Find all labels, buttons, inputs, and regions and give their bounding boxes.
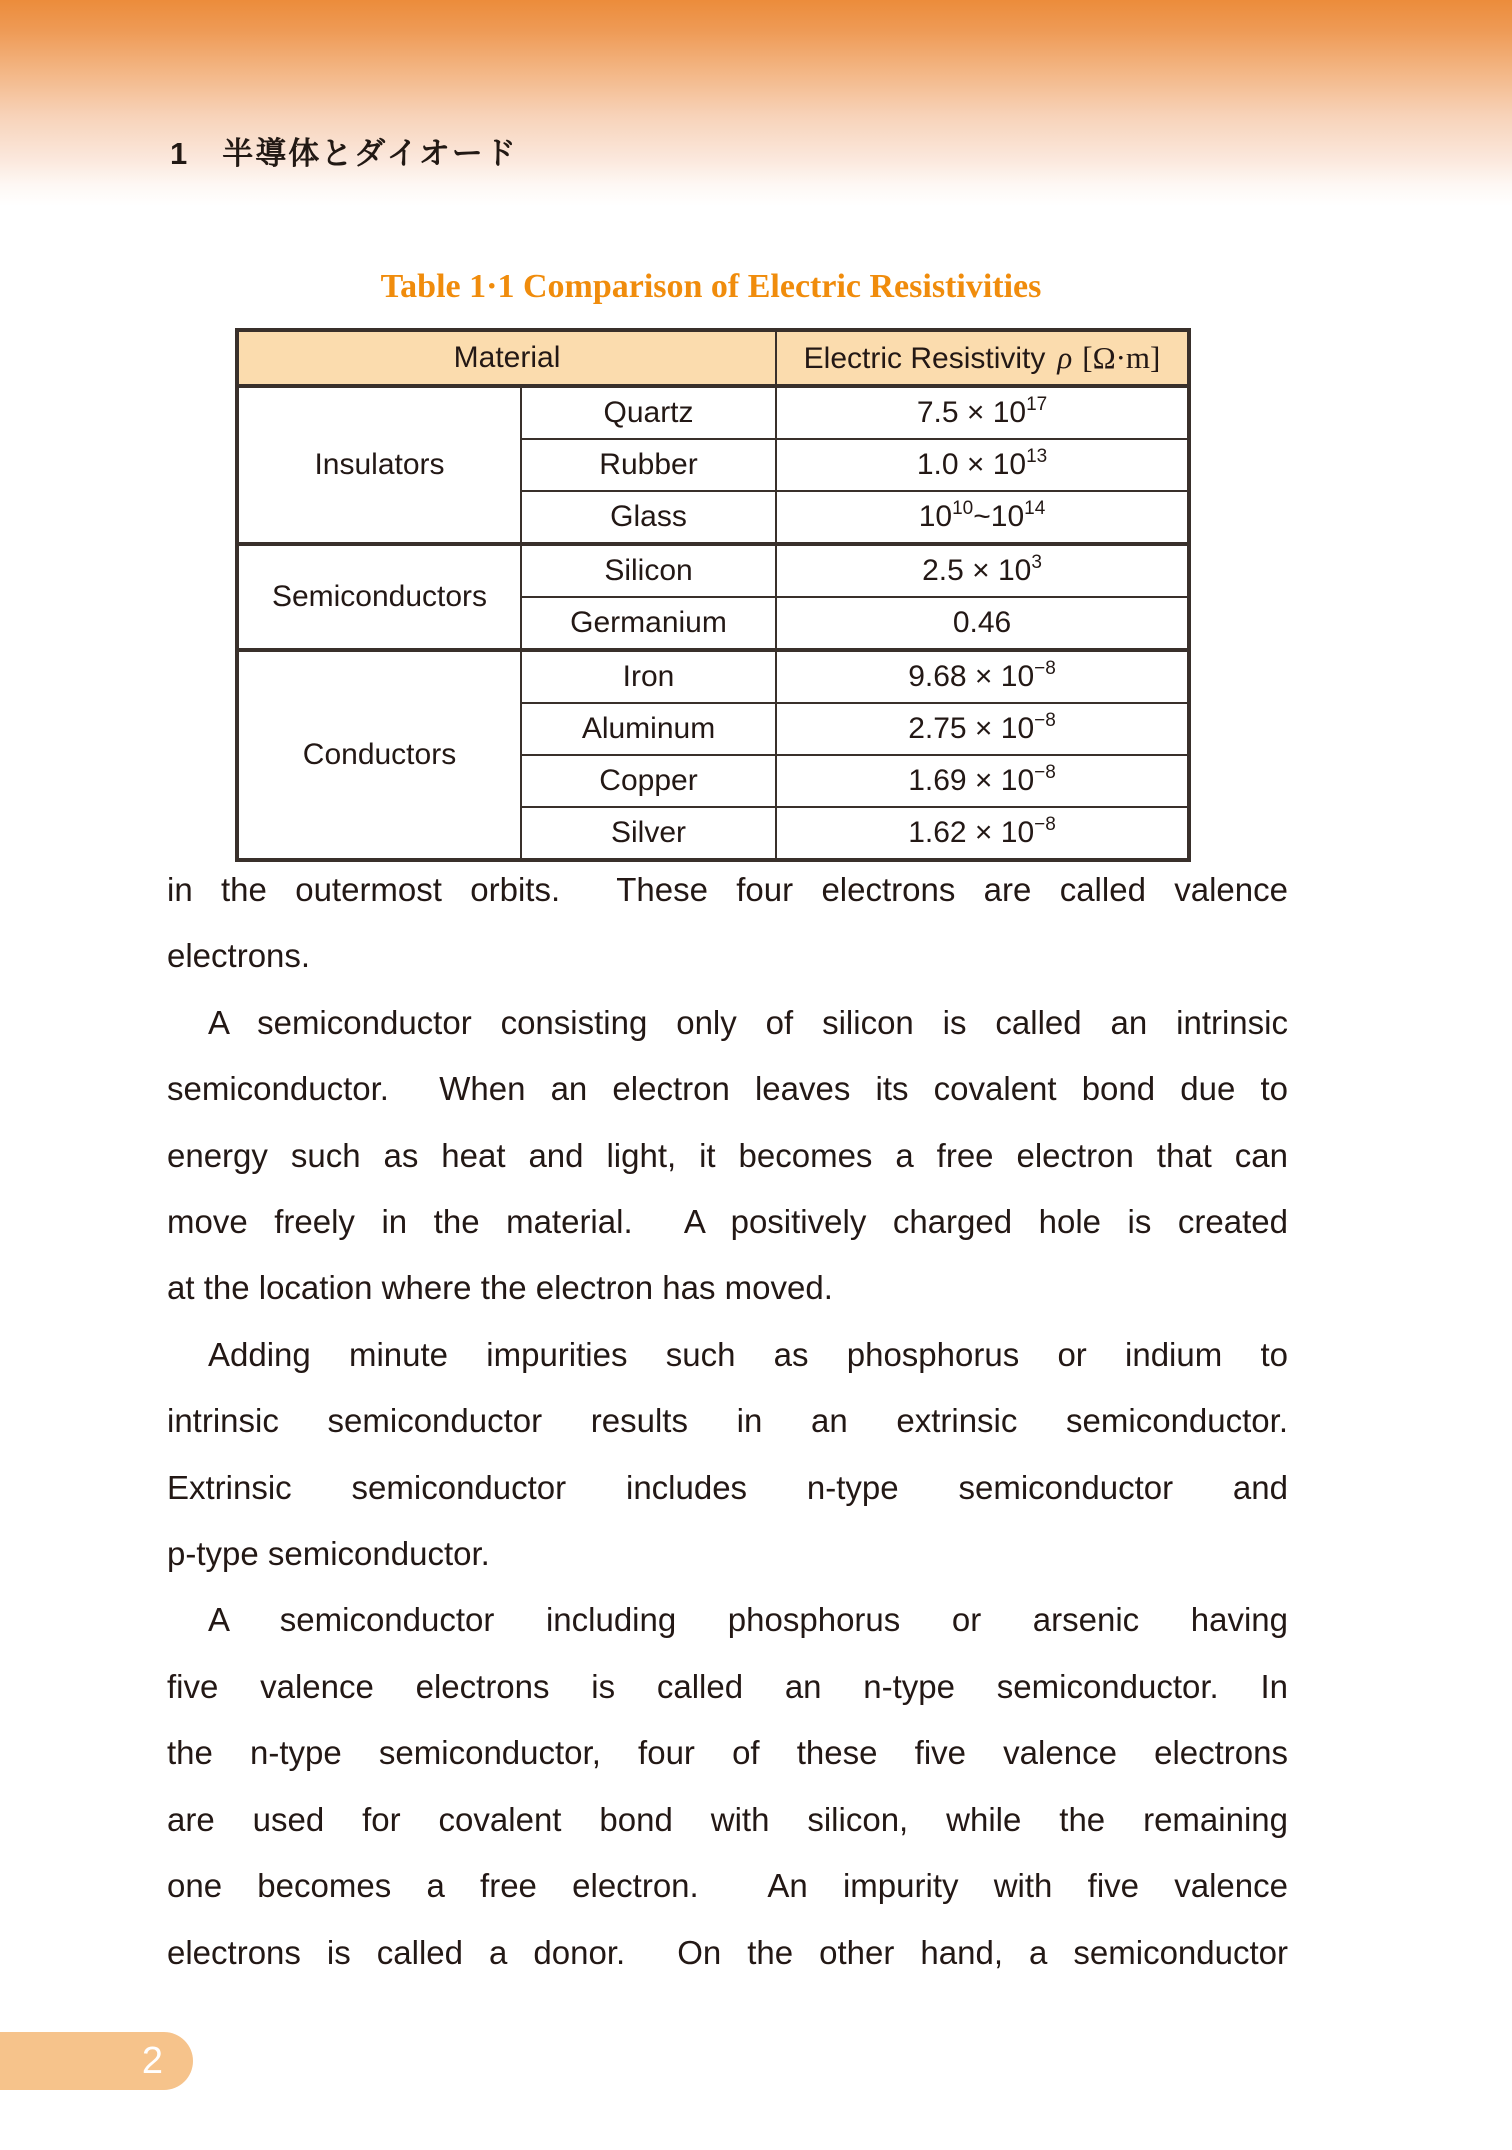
body-text-line: electrons is called a donor. On the other hand, a semiconductor: [167, 1933, 1288, 1971]
material-name-cell: Copper: [521, 755, 776, 807]
rho-symbol: ρ: [1057, 340, 1073, 375]
value-exponent: 14: [1024, 498, 1046, 520]
resistivity-column-header: [776, 330, 1189, 386]
value-mantissa: 0.46: [952, 606, 1012, 639]
body-text-line: electrons.: [167, 937, 311, 975]
value-mantissa: 10: [918, 500, 953, 533]
value-exponent: 13: [1026, 446, 1048, 468]
resistivity-value-cell: [776, 650, 1189, 703]
body-text-line: move freely in the material. A positively charged hole is created: [167, 1203, 1288, 1241]
value-mantissa: 1.0 × 10: [916, 448, 1027, 481]
page-number: 2: [141, 2040, 163, 2082]
resistivity-value-cell: [776, 807, 1189, 860]
body-text-line: energy such as heat and light, it becomes a free electron that can: [167, 1136, 1288, 1174]
table-row: [237, 650, 1189, 703]
material-name-cell: Iron: [521, 650, 776, 703]
value-mantissa: 2.5 × 10: [922, 554, 1032, 587]
value-exponent: −8: [1034, 710, 1056, 732]
material-name-cell: Silicon: [521, 544, 776, 597]
body-text-line: A semiconductor including phosphorus or arsenic having: [208, 1601, 1288, 1639]
body-text: [167, 857, 1288, 1986]
material-name-cell: Rubber: [521, 439, 776, 491]
resistivity-value-cell: [776, 703, 1189, 755]
body-text-line: p-type semiconductor.: [167, 1535, 490, 1573]
value-exponent: −8: [1034, 814, 1056, 836]
body-text-line: Adding minute impurities such as phosphorus or indium to: [208, 1335, 1288, 1373]
value-exponent: 3: [1031, 552, 1042, 574]
body-text-line: in the outermost orbits. These four electrons are called valence: [167, 871, 1288, 908]
resistivity-unit: [Ω·m]: [1082, 340, 1161, 375]
material-name-cell: Aluminum: [521, 703, 776, 755]
category-cell-semiconductors: Semiconductors: [237, 544, 521, 650]
body-text-line: five valence electrons is called an n-type semiconductor. In: [167, 1667, 1288, 1705]
material-name-cell: Germanium: [521, 597, 776, 650]
value-exponent: −8: [1034, 762, 1056, 784]
resistivity-value-cell: [776, 597, 1189, 650]
resistivity-table: [235, 328, 1191, 862]
value-mantissa: 2.75 × 10: [908, 712, 1035, 745]
resistivity-header-text: Electric Resistivity: [803, 342, 1046, 375]
body-text-line: one becomes a free electron. An impurity with five valence: [167, 1867, 1288, 1905]
body-text-line: A semiconductor consisting only of silicon is called an intrinsic: [208, 1003, 1288, 1041]
value-mantissa: 1.69 × 10: [908, 764, 1035, 797]
body-text-line: the n-type semiconductor, four of these five valence electrons: [167, 1734, 1288, 1772]
table-title: Table 1·1 Comparison of Electric Resistivities: [380, 268, 1042, 305]
value-range-separator: ~10: [973, 500, 1025, 533]
resistivity-value-cell: [776, 386, 1189, 439]
resistivity-value-cell: [776, 491, 1189, 544]
table-header-row: [237, 330, 1189, 386]
material-column-header: Material: [237, 330, 776, 386]
category-cell-insulators: Insulators: [237, 386, 521, 544]
category-cell-conductors: Conductors: [237, 650, 521, 860]
body-text-line: are used for covalent bond with silicon, while the remaining: [167, 1800, 1288, 1838]
body-text-line: intrinsic semiconductor results in an extrinsic semiconductor.: [167, 1402, 1288, 1440]
table-row: [237, 544, 1189, 597]
value-mantissa: 7.5 × 10: [916, 396, 1027, 429]
value-exponent: 10: [952, 498, 974, 520]
material-name-cell: Glass: [521, 491, 776, 544]
body-text-line: Extrinsic semiconductor includes n-type semiconductor and: [167, 1468, 1288, 1506]
body-text-line: semiconductor. When an electron leaves its covalent bond due to: [167, 1070, 1288, 1108]
resistivity-value-cell: [776, 544, 1189, 597]
material-name-cell: Silver: [521, 807, 776, 860]
value-exponent: −8: [1034, 658, 1056, 680]
chapter-heading: 1 半導体とダイオード: [170, 136, 518, 171]
body-text-line: at the location where the electron has moved.: [167, 1269, 833, 1307]
value-exponent: 17: [1026, 394, 1048, 416]
page-number-tab: [0, 2032, 193, 2090]
resistivity-value-cell: [776, 755, 1189, 807]
value-mantissa: 9.68 × 10: [908, 660, 1035, 693]
material-name-cell: Quartz: [521, 386, 776, 439]
table-row: [237, 386, 1189, 439]
resistivity-value-cell: [776, 439, 1189, 491]
value-mantissa: 1.62 × 10: [908, 816, 1035, 849]
